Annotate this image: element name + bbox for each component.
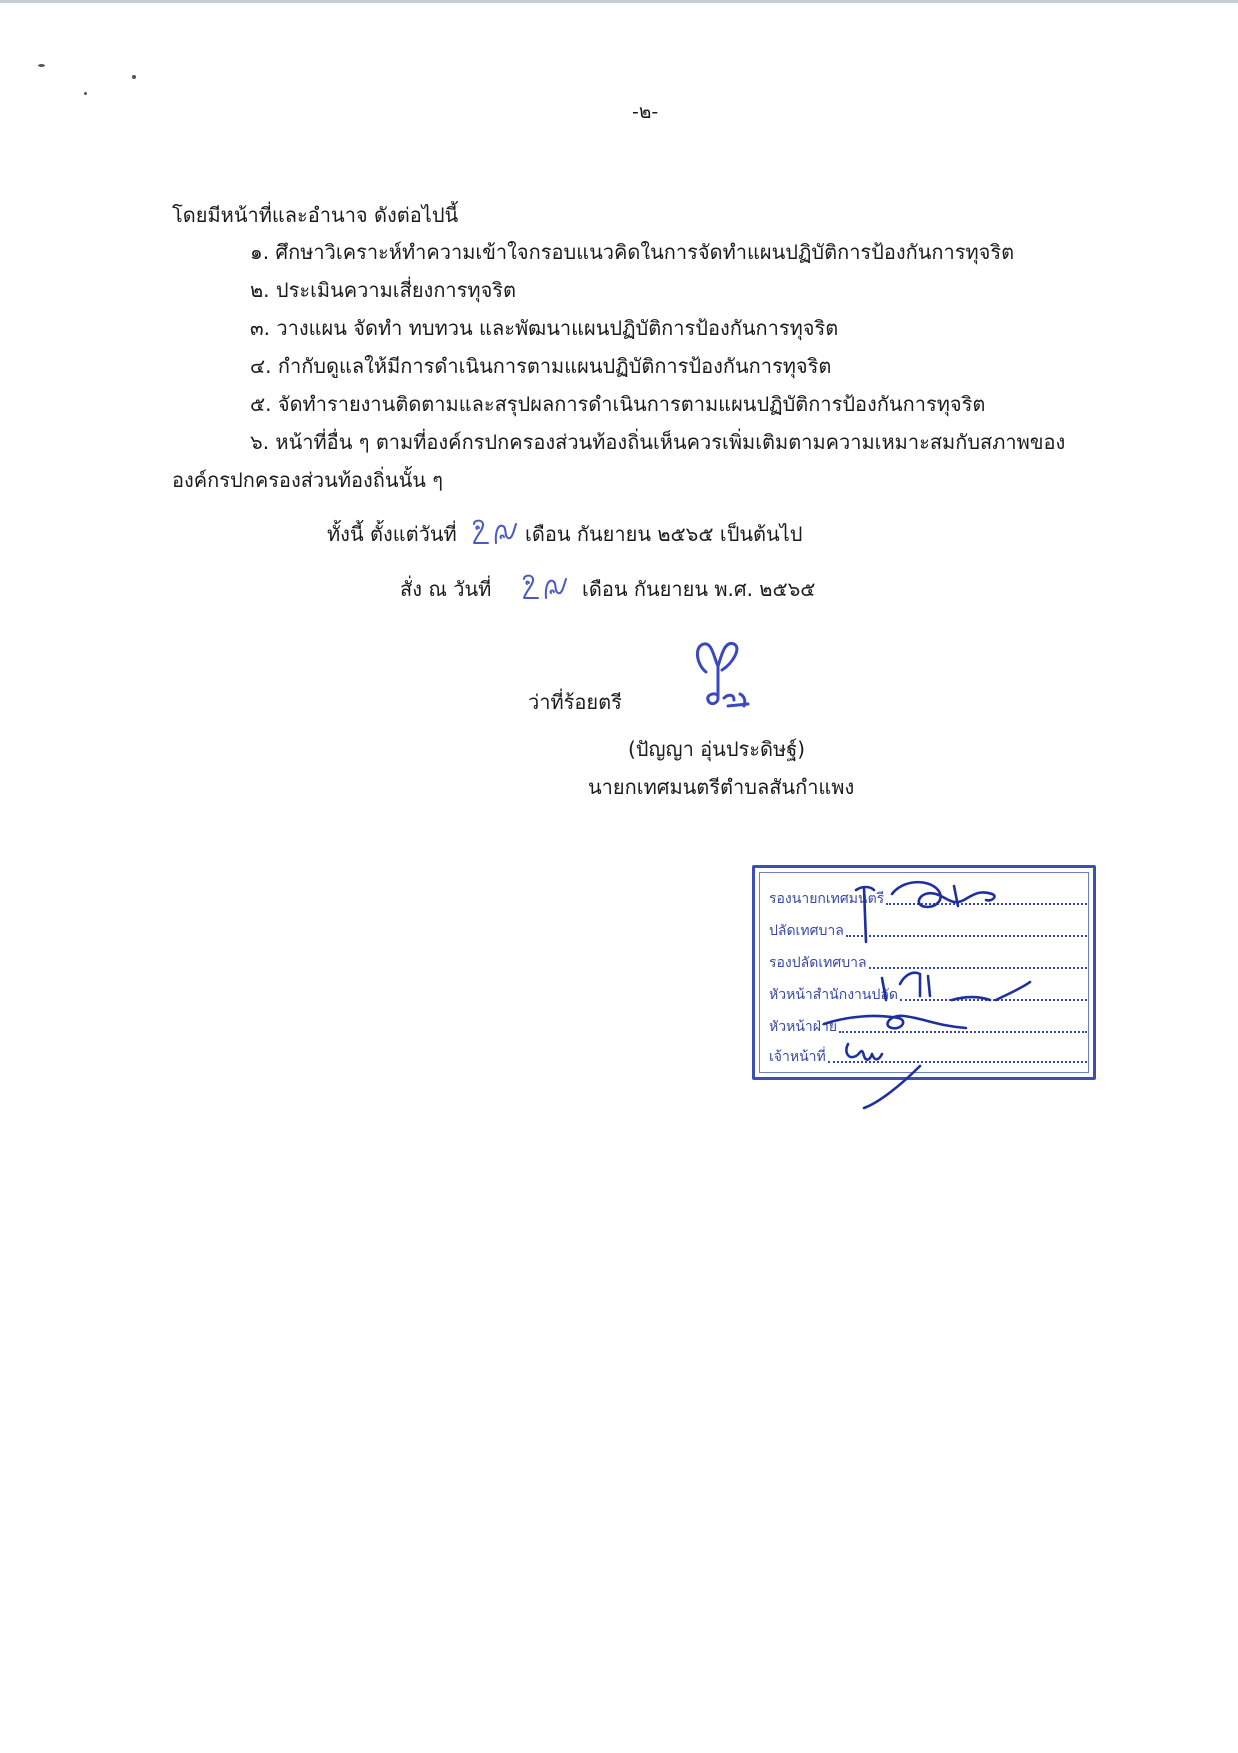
duty-item: ๖. หน้าที่อื่น ๆ ตามที่องค์กรปกครองส่วนท้องถิ่นเห็นควรเพิ่มเติมตามความเหมาะสมกับสภาพของ <box>250 430 1066 454</box>
stamp-row-label: รองนายกเทศมนตรี <box>769 891 885 907</box>
scan-speck <box>132 75 136 79</box>
duties-intro: โดยมีหน้าที่และอำนาจ ดังต่อไปนี้ <box>172 203 459 227</box>
handwritten-day-ordered <box>520 571 576 605</box>
stamp-row-label: เจ้าหน้าที่ <box>769 1049 826 1065</box>
stamp-initials-handwriting <box>752 850 1112 1110</box>
signatory-position: นายกเทศมนตรีตำบลสันกำแพง <box>588 775 855 799</box>
scan-speck <box>84 92 87 95</box>
duty-item-continuation: องค์กรปกครองส่วนท้องถิ่นนั้น ๆ <box>172 468 444 492</box>
duty-item: ๓. วางแผน จัดทำ ทบทวน และพัฒนาแผนปฏิบัติการป้องกันการทุจริต <box>250 316 839 340</box>
order-date-prefix: สั่ง ณ วันที่ <box>400 577 492 601</box>
effective-date-rest: เดือน กันยายน ๒๕๖๕ เป็นต้นไป <box>525 522 803 546</box>
scan-speck <box>38 64 45 67</box>
signatory-rank: ว่าที่ร้อยตรี <box>528 690 622 714</box>
mayor-signature <box>688 636 758 716</box>
signatory-name: (ปัญญา อุ่นประดิษฐ์) <box>628 737 806 761</box>
scan-top-edge <box>0 0 1238 3</box>
stamp-row-label: หัวหน้าฝ่าย <box>769 1019 838 1035</box>
effective-date-prefix: ทั้งนี้ ตั้งแต่วันที่ <box>327 522 457 546</box>
stamp-row-label: ปลัดเทศบาล <box>769 923 844 939</box>
duty-item: ๑. ศึกษาวิเคราะห์ทำความเข้าใจกรอบแนวคิดในการจัดทำแผนปฏิบัติการป้องกันการทุจริต <box>250 240 1015 264</box>
duty-item: ๕. จัดทำรายงานติดตามและสรุปผลการดำเนินการตามแผนปฏิบัติการป้องกันการทุจริต <box>250 392 986 416</box>
page-number: -๒- <box>632 101 659 123</box>
stamp-row-label: หัวหน้าสำนักงานปลัด <box>769 987 899 1003</box>
handwritten-day-effective <box>470 516 526 550</box>
order-date-rest: เดือน กันยายน พ.ศ. ๒๕๖๕ <box>582 577 816 601</box>
duty-item: ๔. กำกับดูแลให้มีการดำเนินการตามแผนปฏิบัติการป้องกันการทุจริต <box>250 354 832 378</box>
stamp-row-label: รองปลัดเทศบาล <box>769 955 867 971</box>
duty-item: ๒. ประเมินความเสี่ยงการทุจริต <box>250 278 517 302</box>
